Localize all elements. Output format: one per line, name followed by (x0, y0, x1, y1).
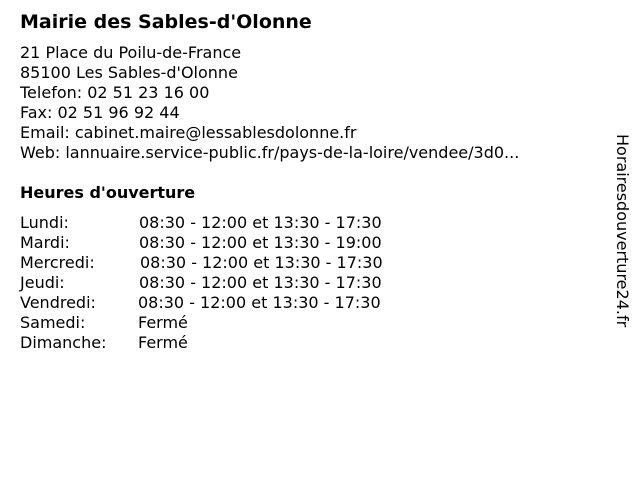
day-label: Dimanche: (20, 333, 107, 352)
address-street: 21 Place du Poilu-de-France (20, 43, 242, 62)
day-hours: 08:30 - 12:00 et 13:30 - 19:00 (139, 233, 382, 252)
day-label: Mardi: (20, 233, 70, 252)
day-hours: 08:30 - 12:00 et 13:30 - 17:30 (140, 253, 383, 272)
day-hours: Fermé (138, 333, 188, 352)
day-label: Vendredi: (20, 293, 96, 312)
day-hours: 08:30 - 12:00 et 13:30 - 17:30 (138, 293, 381, 312)
opening-hours-heading: Heures d'ouverture (20, 183, 196, 202)
day-label: Samedi: (20, 313, 86, 332)
contact-block (20, 43, 519, 163)
email-address: Email: cabinet.maire@lessablesdolonne.fr (20, 123, 357, 142)
day-label: Lundi: (20, 213, 69, 232)
phone-number: Telefon: 02 51 23 16 00 (20, 83, 210, 102)
day-hours: Fermé (138, 313, 188, 332)
address-city: 85100 Les Sables-d'Olonne (20, 63, 238, 82)
day-hours: 08:30 - 12:00 et 13:30 - 17:30 (139, 213, 382, 232)
day-label: Mercredi: (20, 253, 95, 272)
fax-number: Fax: 02 51 96 92 44 (20, 103, 180, 122)
website-link: Web: lannuaire.service-public.fr/pays-de-la-loire/vendee/3d0... (20, 143, 520, 162)
day-hours: 08:30 - 12:00 et 13:30 - 17:30 (139, 273, 382, 292)
site-watermark: Horairesdouverture24.fr (613, 134, 632, 328)
day-label: Jeudi: (20, 273, 65, 292)
page-title: Mairie des Sables-d'Olonne (20, 11, 312, 33)
